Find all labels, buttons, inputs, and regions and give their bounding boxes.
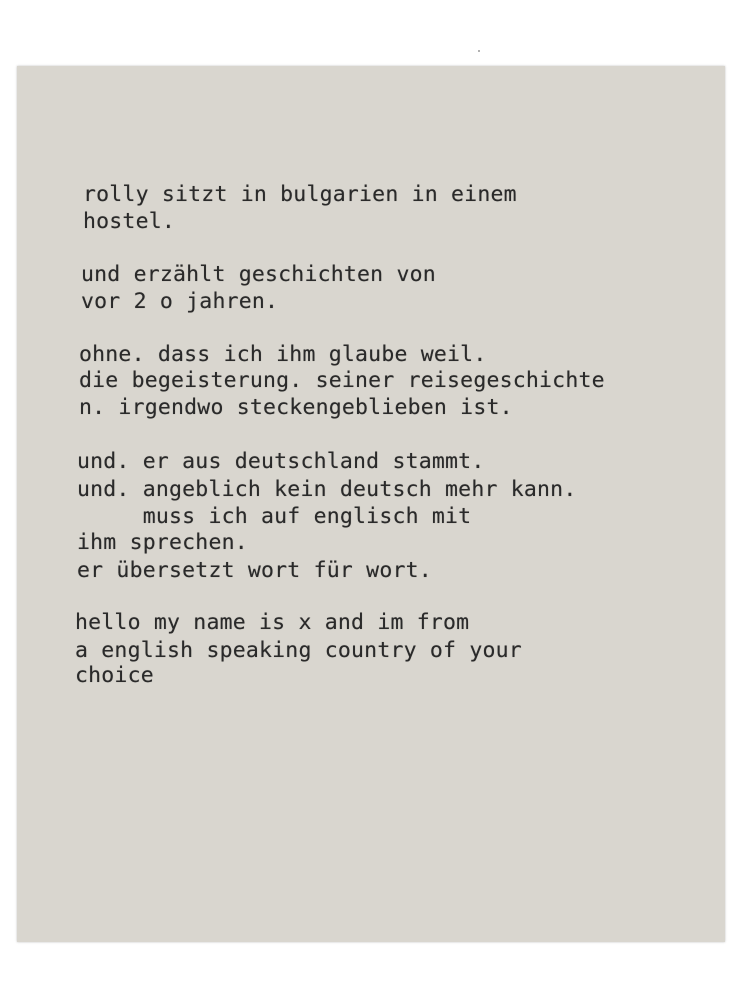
text-line: choice (75, 663, 154, 688)
text-line: er übersetzt wort für wort. (77, 558, 432, 583)
typed-text-block (17, 66, 725, 942)
text-line: hostel. (83, 209, 176, 234)
text-line: ohne. dass ich ihm glaube weil. (79, 342, 487, 367)
text-line: ihm sprechen. (77, 530, 248, 555)
text-line: und. er aus deutschland stammt. (77, 449, 485, 474)
text-line: vor 2 o jahren. (81, 289, 279, 314)
text-line: die begeisterung. seiner reisegeschichte (79, 368, 605, 393)
text-line: a english speaking country of your (75, 638, 522, 663)
text-line: rolly sitzt in bulgarien in einem (83, 182, 517, 207)
paper-speck (478, 50, 480, 52)
text-line: n. irgendwo steckengeblieben ist. (79, 395, 513, 420)
typewritten-page (17, 66, 725, 942)
text-line: und erzählt geschichten von (81, 262, 436, 287)
text-line: und. angeblich kein deutsch mehr kann. (77, 477, 577, 502)
text-line: hello my name is x and im from (75, 610, 470, 635)
text-line: muss ich auf englisch mit (77, 504, 472, 529)
